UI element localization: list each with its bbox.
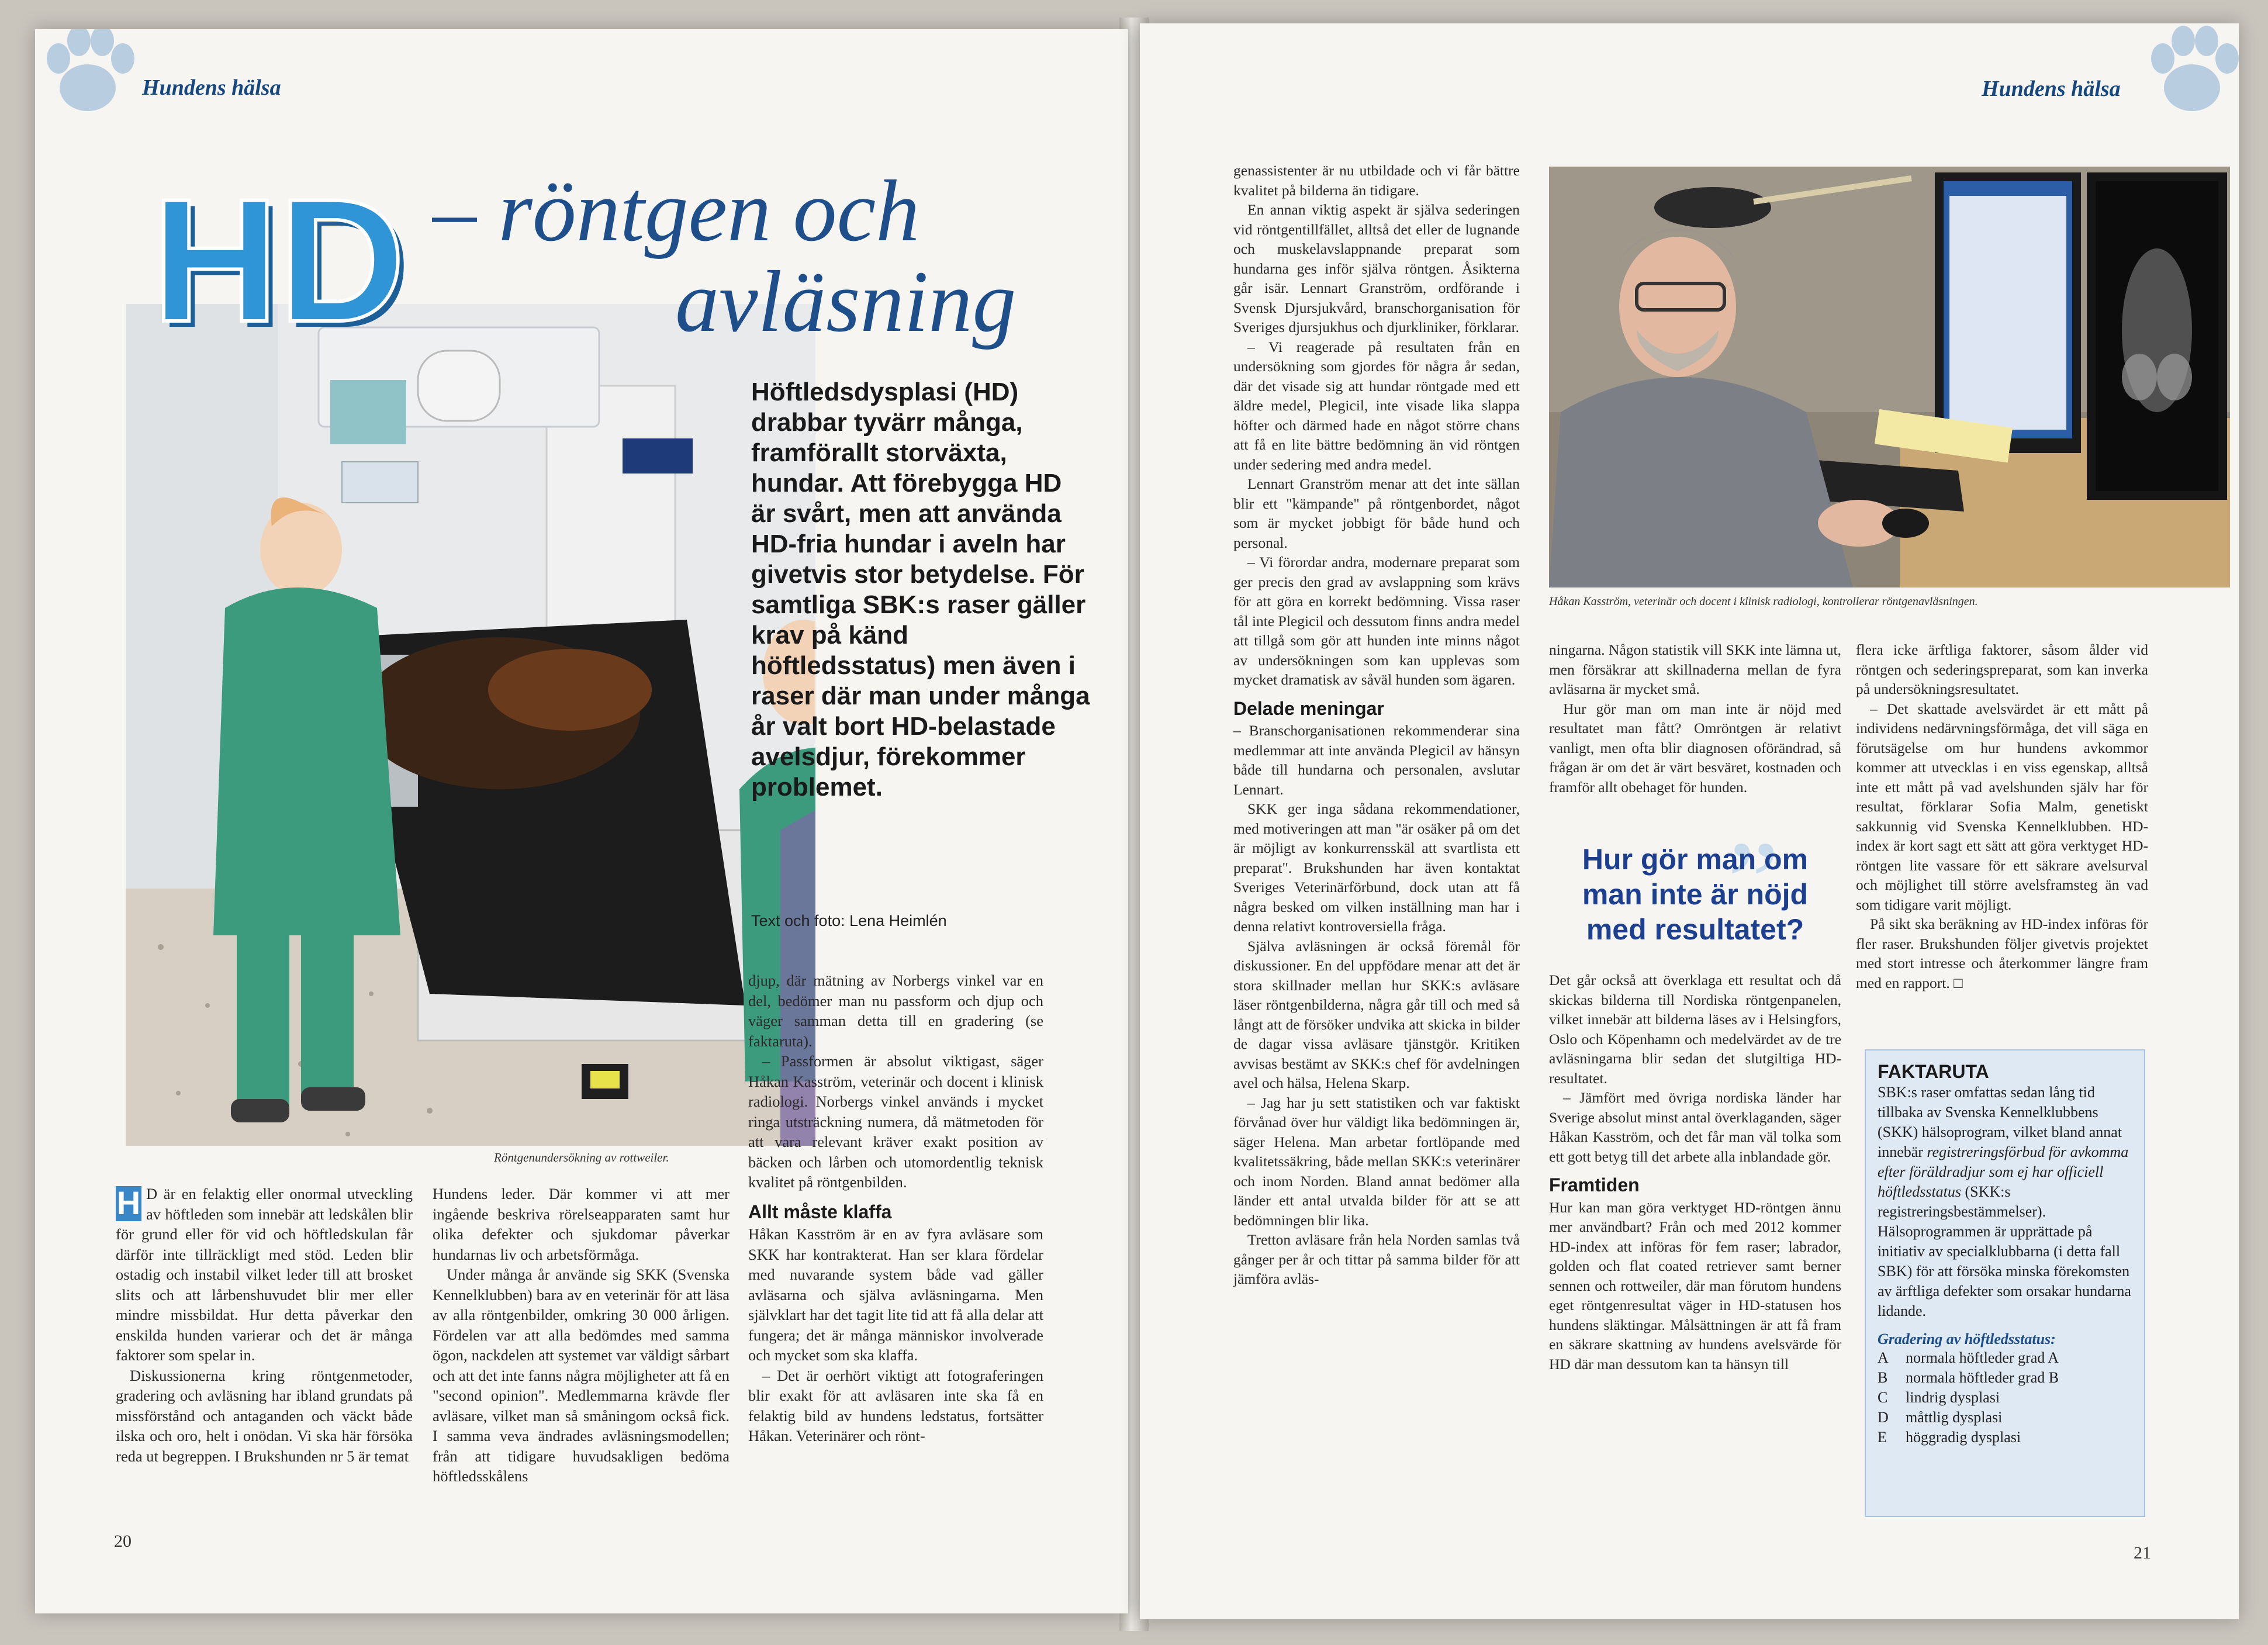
grade-text: höggradig dysplasi [1906, 1429, 2021, 1446]
fact-box-text [1878, 1083, 2132, 1321]
fact-text-part: SBK:s raser omfattas sedan lång tid tillbaka av Svenska Kennelklubbens (SKK) hälsoprogram, vilket bland annat innebär [1878, 1084, 2122, 1160]
grade-row [1878, 1408, 2132, 1428]
paragraph: – Jämfört med övriga nordiska länder har Sverige absolut minst antal överklaganden, säger Håkan Kasström, och det får man väl tolka som ett gott betyg till det arbete alla inblandade gör. [1549, 1089, 1841, 1165]
title-line-2: avläsning [675, 253, 1017, 350]
pull-quote: Hur gör man om man inte är nöjd med resultatet? [1582, 843, 1809, 946]
body-column-3 [748, 970, 1043, 1446]
body-column-2-lower [1549, 970, 1841, 1374]
grade-letter: B [1878, 1369, 1888, 1386]
grade-row [1878, 1428, 2132, 1447]
radiologist-photo [1549, 167, 2230, 588]
xray-room-photo [126, 304, 815, 1146]
grade-text: måttlig dysplasi [1906, 1409, 2003, 1426]
fact-box-title: FAKTARUTA [1878, 1061, 1989, 1082]
grade-row [1878, 1388, 2132, 1408]
grading-title: Gradering av höftledsstatus: [1878, 1330, 2056, 1347]
drop-cap: H [116, 1184, 141, 1221]
paragraph: En annan viktig aspekt är själva sederingen vid röntgentillfället, alltså det eller de lugnande och muskelavslappnande preparat som hundarna ges inför själva röntgen. Åsikterna går isär. Lennart Granström, ordförande i Svensk Djursjukvård, branschorganisation för Sveriges djursjukhus och djurkliniker, förklarar. [1233, 201, 1520, 336]
subheading: Framtiden [1549, 1174, 1640, 1195]
lead-paragraph: Höftledsdysplasi (HD) drabbar tyvärr många, framförallt storväxta, hundar. Att förebygga HD är svårt, men att använda HD-fria hundar i aveln har givetvis stor betydelse. För samtliga SBK:s raser gäller krav på känd höftledsstatus) men även i raser där man under många år valt bort HD-belastade avelsdjur, förekommer problemet. [751, 378, 1090, 801]
grade-letter: E [1878, 1429, 1887, 1446]
paw-print-icon [35, 29, 146, 129]
body-column-3 [1856, 640, 2148, 993]
left-page [35, 29, 1128, 1613]
photo-caption: Röntgenundersökning av rottweiler. [494, 1150, 669, 1164]
grade-row [1878, 1368, 2132, 1388]
section-header: Hundens hälsa [142, 75, 281, 100]
fact-box [1865, 1049, 2145, 1517]
photo-credit: Text och foto: Lena Heimlén [751, 912, 947, 929]
paragraph: flera icke ärftliga faktorer, såsom ålder vid röntgen och sederingspreparat, som kan inverka på undersökningsresultatet. [1856, 641, 2148, 697]
photo-caption: Håkan Kasström, veterinär och docent i klinisk radiologi, kontrollerar röntgenavläsningen. [1549, 595, 1978, 608]
paragraph: SKK ger inga sådana rekommendationer, med motiveringen att man "är osäker på om det är möjligt av konkurrensskäl att svartlista ett preparat". Brukshunden har även kontaktat Sveriges Veterinärförbund, dock utan att få några besked om vilken inställning man har i denna relativt kontroversiella fråga. [1233, 800, 1520, 935]
paragraph: På sikt ska beräkning av HD-index införas för fler raser. Brukshunden följer givetvis projektet med stort intresse och återkommer längre fram med en rapport. □ [1856, 915, 2148, 991]
paragraph: – Det skattade avelsvärdet är ett mått på individens nedärvningsförmåga, det vill säga en förutsägelse om hur hundens avkommor kommer att utvecklas i en viss egenskap, alltså inte ett mått på vad avelshunden själv har för resultat, förklarar Sofia Malm, genetiskt sakkunnig vid Svenska Kennelklubben. HD-index är kort sagt ett sätt att göra verktyget HD-röntgen lite vassare för ett säkrare avelsurval och möjlighet till större avelsframsteg än vad som tidigare varit möjligt. [1856, 700, 2148, 913]
grading-list [1878, 1348, 2132, 1447]
section-header: Hundens hälsa [1982, 77, 2121, 101]
grade-letter: C [1878, 1389, 1888, 1406]
grade-text: normala höftleder grad B [1906, 1369, 2059, 1386]
title-line-1: – röntgen och [433, 163, 920, 260]
paragraph: – Branschorganisationen rekommenderar sina medlemmar att inte använda Plegicil av hänsyn både till hundarna och personalen, avslutar Lennart. [1233, 722, 1520, 798]
paragraph: – Det är oerhört viktigt att fotograferingen blir exakt för att avläsaren inte ska få en felaktig bild av hundens ledstatus, fortsätter Håkan. Veterinärer och rönt- [748, 1366, 1043, 1444]
paragraph: Lennart Granström menar att det inte sällan blir ett "kämpande" på röntgenbordet, något som är mycket jobbigt för både hund och personal. [1233, 475, 1520, 551]
grade-text: normala höftleder grad A [1906, 1349, 2059, 1366]
grade-letter: A [1878, 1349, 1889, 1366]
body-column-1 [1233, 161, 1520, 1289]
paragraph: Diskussionerna kring röntgenmetoder, gradering och avläsning har ibland grundats på missförstånd och antaganden och väckt både ilska och oro, helt i onödan. Vi ska här försöka reda ut begreppen. I Brukshunden nr 5 är temat [116, 1366, 413, 1465]
paragraph: Håkan Kasström är en av fyra avläsare som SKK har kontrakterat. Han ser klara fördelar med nuvarande system både vad gäller avläsarna och själva avläsningarna. Men självklart har det tagit lite tid att få alla delar att fungera; det är många människor involverade och mycket som ska klaffa. [748, 1225, 1043, 1364]
fact-text-part: (SKK:s registreringsbestämmelser). Hälsoprogrammen är upprättade på initiativ av specialklubbarna (i detta fall SBK) för att försöka minska förekomsten av ärftliga defekter som orsakar hundarna lidande. [1878, 1183, 2131, 1319]
fact-text-italic: registreringsförbud för avkomma efter föräldradjur som ej har officiell höftledsstatus [1878, 1143, 2129, 1200]
subheading: Allt måste klaffa [748, 1201, 892, 1222]
grade-row [1878, 1348, 2132, 1368]
body-column-2 [433, 1184, 730, 1487]
paragraph: ningarna. Någon statistik vill SKK inte lämna ut, men försäkrar att skillnaderna mellan de fyra avläsarna är mycket små. [1549, 641, 1841, 697]
paragraph: Hundens leder. Där kommer vi att mer ingående beskriva rörelseapparaten samt hur olika defekter och sjukdomar påverkar hundarnas liv och arbetsförmåga. [433, 1185, 730, 1263]
grade-text: lindrig dysplasi [1906, 1389, 2000, 1406]
paragraph: djup, där mätning av Norbergs vinkel var en del, bedömer man nu passform och djup och väger samman detta till en gradering (se faktaruta). [748, 972, 1043, 1050]
body-column-2 [1549, 640, 1841, 797]
right-page [1140, 23, 2239, 1619]
paragraph: – Passformen är absolut viktigast, säger Håkan Kasström, veterinär och docent i klinisk radiologi. Norbergs vinkel används i mycket ringa utsträckning numera, då mätmetoden för att vara relevant kräver exakt position av bäcken och lårben och utomordentlig teknisk kvalitet på röntgenbilden. [748, 1052, 1043, 1191]
paragraph: – Vi förordar andra, modernare preparat som ger precis den grad av avslappning som krävs för att göra en korrekt bedömning. Vissa raser tål inte Plegicil och dessutom finns andra medel att tillgå som gör att hunden inte minns något av undersökningen som kan upplevas som mycket dramatisk av såväl hunden som ägaren. [1233, 554, 1520, 688]
paragraph: D är en felaktig eller onormal utveckling av höftleden som innebär att ledskålen blir för grund eller för vid och höftledskulan får därför inte tillräckligt med stöd. Leden blir ostadig och instabil vilket leder till att brosket slits och att lårbenshuvudet blir mer eller mindre missbildat. Hur detta påverkar den enskilda hunden varierar och det är många faktorer som spelar in. [116, 1185, 413, 1364]
paw-print-icon [2134, 23, 2239, 129]
paragraph: Tretton avläsare från hela Norden samlas två gånger per år och tittar på samma bilder för att jämföra avläs- [1233, 1231, 1520, 1287]
quote-mark-icon: ” [1727, 818, 1779, 947]
paragraph: Hur kan man göra verktyget HD-röntgen ännu mer användbart? Från och med 2012 kommer HD-index att införas för fem raser; labrador, golden och flat coated retriever samt berner sennen och rottweiler, där man förutom hundens eget röntgenresultat väger in HD-statusen hos hundens släktingar. Målsättningen är att få fram en säkrare skattning av hundens avelsvärde för HD där man dessutom kan ta hänsyn till [1549, 1198, 1841, 1373]
subheading: Delade meningar [1233, 697, 1384, 719]
title-hd: HD [152, 162, 406, 358]
body-column-1 [116, 1184, 413, 1466]
paragraph: – Vi reagerade på resultaten från en undersökning som gjordes för några år sedan, där det visade sig att hundar röntgade med ett äldre medel, Plegicil, inte visade lika slappa höfter och därmed hade en något större chans att få en lite bättre bedömning än vid röntgen under sedering med andra medel. [1233, 338, 1520, 473]
paragraph: Under många år använde sig SKK (Svenska Kennelklubben) bara av en veterinär för att läsa av alla röntgenbilder, omkring 30 000 årligen. Fördelen var att alla bedömdes med samma ögon, nackdelen att systemet var väldigt sårbart och att det inte fanns några möjligheter att få en "second opinion". Medlemmarna krävde fler avläsare, vilket man så småningom också fick. I samma veva ändrades avläsningsmodellen; från att tidigare huvudsakligen bedöma höftledsskålens [433, 1266, 730, 1485]
page-number: 21 [2134, 1543, 2151, 1563]
grade-letter: D [1878, 1409, 1889, 1426]
paragraph: Själva avläsningen är också föremål för diskussioner. En del uppfödare menar att det är stora skillnader mellan hur SKK:s avläsare läser röntgenbilderna, några går till och med så långt att de försöker undvika att skicka in bilder de dagar vissa avläsare tjänstgör. Kritiken avvisas bestämt av SKK:s chef för avdelningen avel och hälsa, Helena Skarp. [1233, 937, 1520, 1091]
paragraph: – Jag har ju sett statistiken och var faktiskt förvånad över hur väldigt lika bedömningen är, säger Helena. Man arbetar fortlöpande med kvalitetssäkring, både mellan SKK:s veterinärer och inom Norden. Bland annat bedömer alla länder ett antal utvalda bilder för att se att bedömningen blir lika. [1233, 1094, 1520, 1229]
paragraph: Det går också att överklaga ett resultat och då skickas bilderna till Nordiska röntgenpanelen, vilket innebär att bilderna läses av i Helsingfors, Oslo och Köpenhamn och medelvärdet av de tre avläsningarna blir sedan det slutgiltiga HD-resultatet. [1549, 972, 1841, 1087]
paragraph: genassistenter är nu utbildade och vi får bättre kvalitet på bilderna än tidigare. [1233, 162, 1520, 199]
paragraph: Hur gör man om man inte är nöjd med resultatet man fått? Omröntgen är relativt vanligt, men ofta blir diagnosen oförändrad, så frågan är om det är värt besväret, kostnaden och framför allt obehaget för hunden. [1549, 700, 1841, 796]
page-number: 20 [114, 1532, 132, 1551]
